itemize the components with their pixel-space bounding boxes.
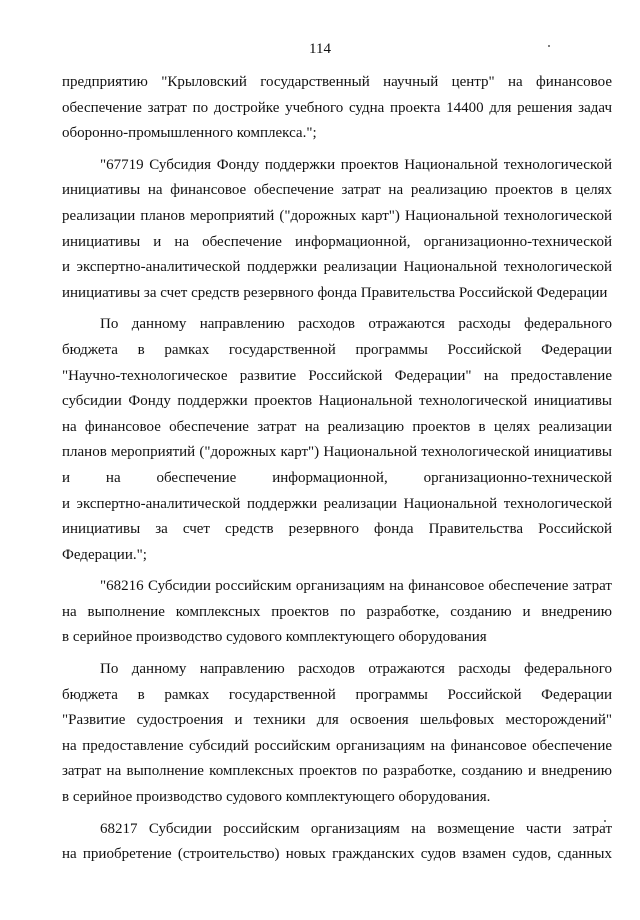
paragraph-67719-heading xyxy=(62,153,612,307)
text-line: По данному направлению расходов отражаются расходы федерального xyxy=(100,661,612,678)
text-line: инициативы на финансовое обеспечение затрат на реализацию проектов в целях xyxy=(62,182,612,199)
text-line: инициативы и на обеспечение информационной, организационно-технической xyxy=(62,233,612,250)
text-line: "68216 Субсидии российским организациям на финансовое обеспечение затрат xyxy=(100,578,612,595)
scan-speck xyxy=(548,45,550,47)
paragraph-68217-heading xyxy=(62,817,612,868)
text-line: Федерации."; xyxy=(62,546,147,563)
document-body xyxy=(62,70,612,874)
text-line: и на обеспечение информационной, организационно-технической xyxy=(62,469,612,486)
text-line: в серийное производство судового комплектующего оборудования. xyxy=(62,789,491,806)
text-line: планов мероприятий ("дорожных карт") Национальной технологической инициативы xyxy=(62,444,612,461)
text-line: обеспечение затрат по достройке учебного судна проекта 14400 для решения задач xyxy=(62,99,612,116)
text-line: бюджета в рамках государственной программы Российской Федерации xyxy=(62,686,612,703)
text-line: на приобретение (строительство) новых гражданских судов взамен судов, сданных xyxy=(62,846,612,863)
text-line: инициативы за счет средств резервного фонда Правительства Российской xyxy=(62,521,612,538)
text-line: и экспертно-аналитической поддержки реализации Национальной технологической xyxy=(62,495,612,512)
text-line: "Научно-технологическое развитие Российской Федерации" на предоставление xyxy=(62,367,612,384)
paragraph-68216-description xyxy=(62,657,612,811)
paragraph-continuation xyxy=(62,70,612,147)
text-line: субсидии Фонду поддержки проектов Национальной технологической инициативы xyxy=(62,393,612,410)
text-line: "Развитие судостроения и техники для освоения шельфовых месторождений" xyxy=(62,712,612,729)
text-line: на предоставление субсидий российским организациям на финансовое обеспечение xyxy=(62,737,612,754)
text-line: 68217 Субсидии российским организациям на возмещение части затрат xyxy=(100,820,612,837)
text-line: "67719 Субсидия Фонду поддержки проектов Национальной технологической xyxy=(100,156,612,173)
text-line: в серийное производство судового комплектующего оборудования xyxy=(62,629,487,646)
text-line: на финансовое обеспечение затрат на реализацию проектов в целях реализации xyxy=(62,418,612,435)
text-line: предприятию "Крыловский государственный научный центр" на финансовое xyxy=(62,74,612,90)
text-line: на выполнение комплексных проектов по разработке, созданию и внедрению xyxy=(62,603,612,620)
page-number: 114 xyxy=(309,41,331,57)
text-line: По данному направлению расходов отражаются расходы федерального xyxy=(100,316,612,333)
text-line: затрат на выполнение комплексных проектов по разработке, созданию и внедрению xyxy=(62,763,612,780)
text-line: инициативы за счет средств резервного фонда Правительства Российской Федерации xyxy=(62,284,608,301)
text-line: бюджета в рамках государственной программы Российской Федерации xyxy=(62,341,612,358)
text-line: оборонно-промышленного комплекса."; xyxy=(62,125,317,142)
paragraph-68216-heading xyxy=(62,574,612,651)
text-line: реализации планов мероприятий ("дорожных карт") Национальной технологической xyxy=(62,207,612,224)
paragraph-67719-description xyxy=(62,312,612,568)
text-line: и экспертно-аналитической поддержки реализации Национальной технологической xyxy=(62,259,612,276)
